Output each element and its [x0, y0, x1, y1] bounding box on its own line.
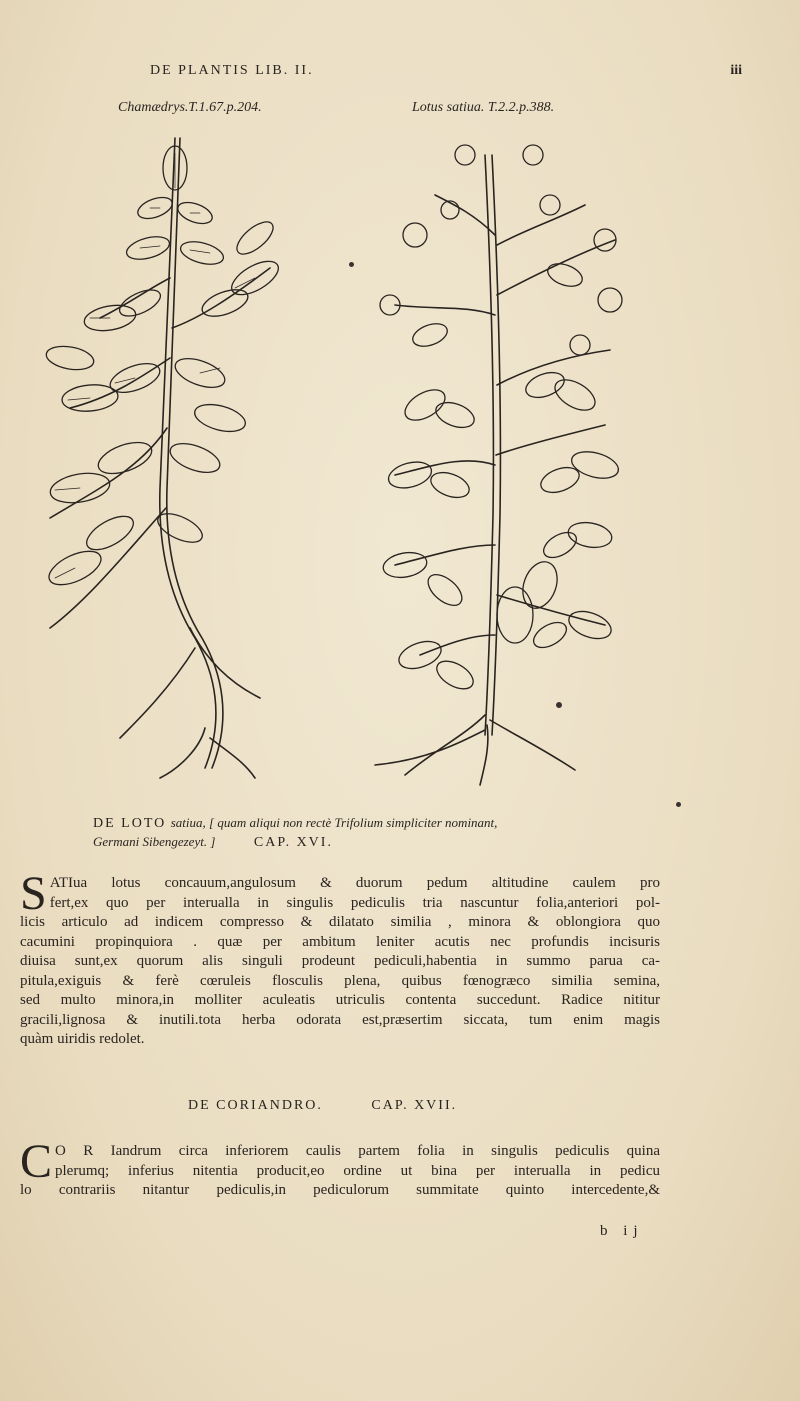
text-line: cacumini propinquiora . quæ per ambitum leniter acutis nec profundis incisuris — [20, 933, 660, 950]
chapter-16-title: DE LOTO — [93, 816, 167, 831]
chapter-17-heading — [188, 1098, 457, 1114]
ink-speck — [349, 262, 354, 267]
right-plate-caption: Lotus satiua. T.2.2.p.388. — [412, 100, 555, 115]
chapter-16-german-name: Germani Sibengezeyt. ] — [93, 834, 216, 849]
ink-speck — [676, 802, 681, 807]
chapter-16-subtitle: satiua, [ quam aliqui non rectè Trifolium simpliciter nominant, — [170, 815, 498, 830]
text-line: gracili,lignosa & inutili.tota herba odorata est,præsertim siccata, tum enim magis — [20, 1011, 660, 1028]
signature-mark: b ij — [600, 1223, 644, 1239]
text-line: plerumq; inferius nitentia producit,eo ordine ut bina per interualla in pedicu — [55, 1162, 660, 1179]
text-line: licis articulo ad indicem compresso & dilatato similia , minora & oblongiora quo — [20, 914, 660, 930]
chapter-16-heading — [93, 815, 497, 832]
text-line: lo contrariis nitantur pediculis,in pediculorum summitate quinto intercedente,& — [20, 1182, 660, 1198]
chapter-17-number: CAP. XVII. — [371, 1098, 458, 1113]
text-line: diuisa sunt,ex quorum alis singuli prodeunt pediculi,habentia in summo parua ca- — [20, 953, 660, 969]
text-line: pitula,exiguis & ferè cœruleis flosculis plena, quibus fœnogræco similia semina, — [20, 972, 660, 989]
lotus-woodcut — [365, 135, 655, 790]
page-number: iii — [730, 63, 742, 78]
left-plate-caption: Chamædrys.T.1.67.p.204. — [118, 100, 262, 115]
text-line: sed multo minora,in molliter aculeatis utriculis contenta succedunt. Radice nititur — [20, 992, 660, 1008]
text-line: O R Iandrum circa inferiorem caulis partem folia in singulis pediculis quina — [55, 1143, 660, 1159]
chapter-17-body — [20, 1135, 660, 1201]
chamaedrys-woodcut — [30, 128, 320, 788]
text-line: quàm uiridis redolet. — [20, 1031, 145, 1047]
text-line: fert,ex quo per interualla in singulis pediculis tria nascuntur folia,anteriori pol- — [49, 894, 660, 911]
running-title: DE PLANTIS LIB. II. — [150, 63, 314, 78]
chapter-16-body — [20, 867, 660, 1050]
chapter-16-number: CAP. XVI. — [253, 835, 333, 850]
running-head — [150, 60, 750, 82]
chapter-17-dropcap: C — [20, 1135, 53, 1188]
chapter-16-heading-line2 — [93, 834, 333, 851]
ink-speck — [556, 702, 562, 708]
chapter-17-title: DE CORIANDRO. — [188, 1098, 323, 1113]
text-line: ATIua lotus concauum,angulosum & duorum pedum altitudine caulem pro — [49, 875, 660, 891]
chapter-16-dropcap: S — [20, 867, 47, 920]
